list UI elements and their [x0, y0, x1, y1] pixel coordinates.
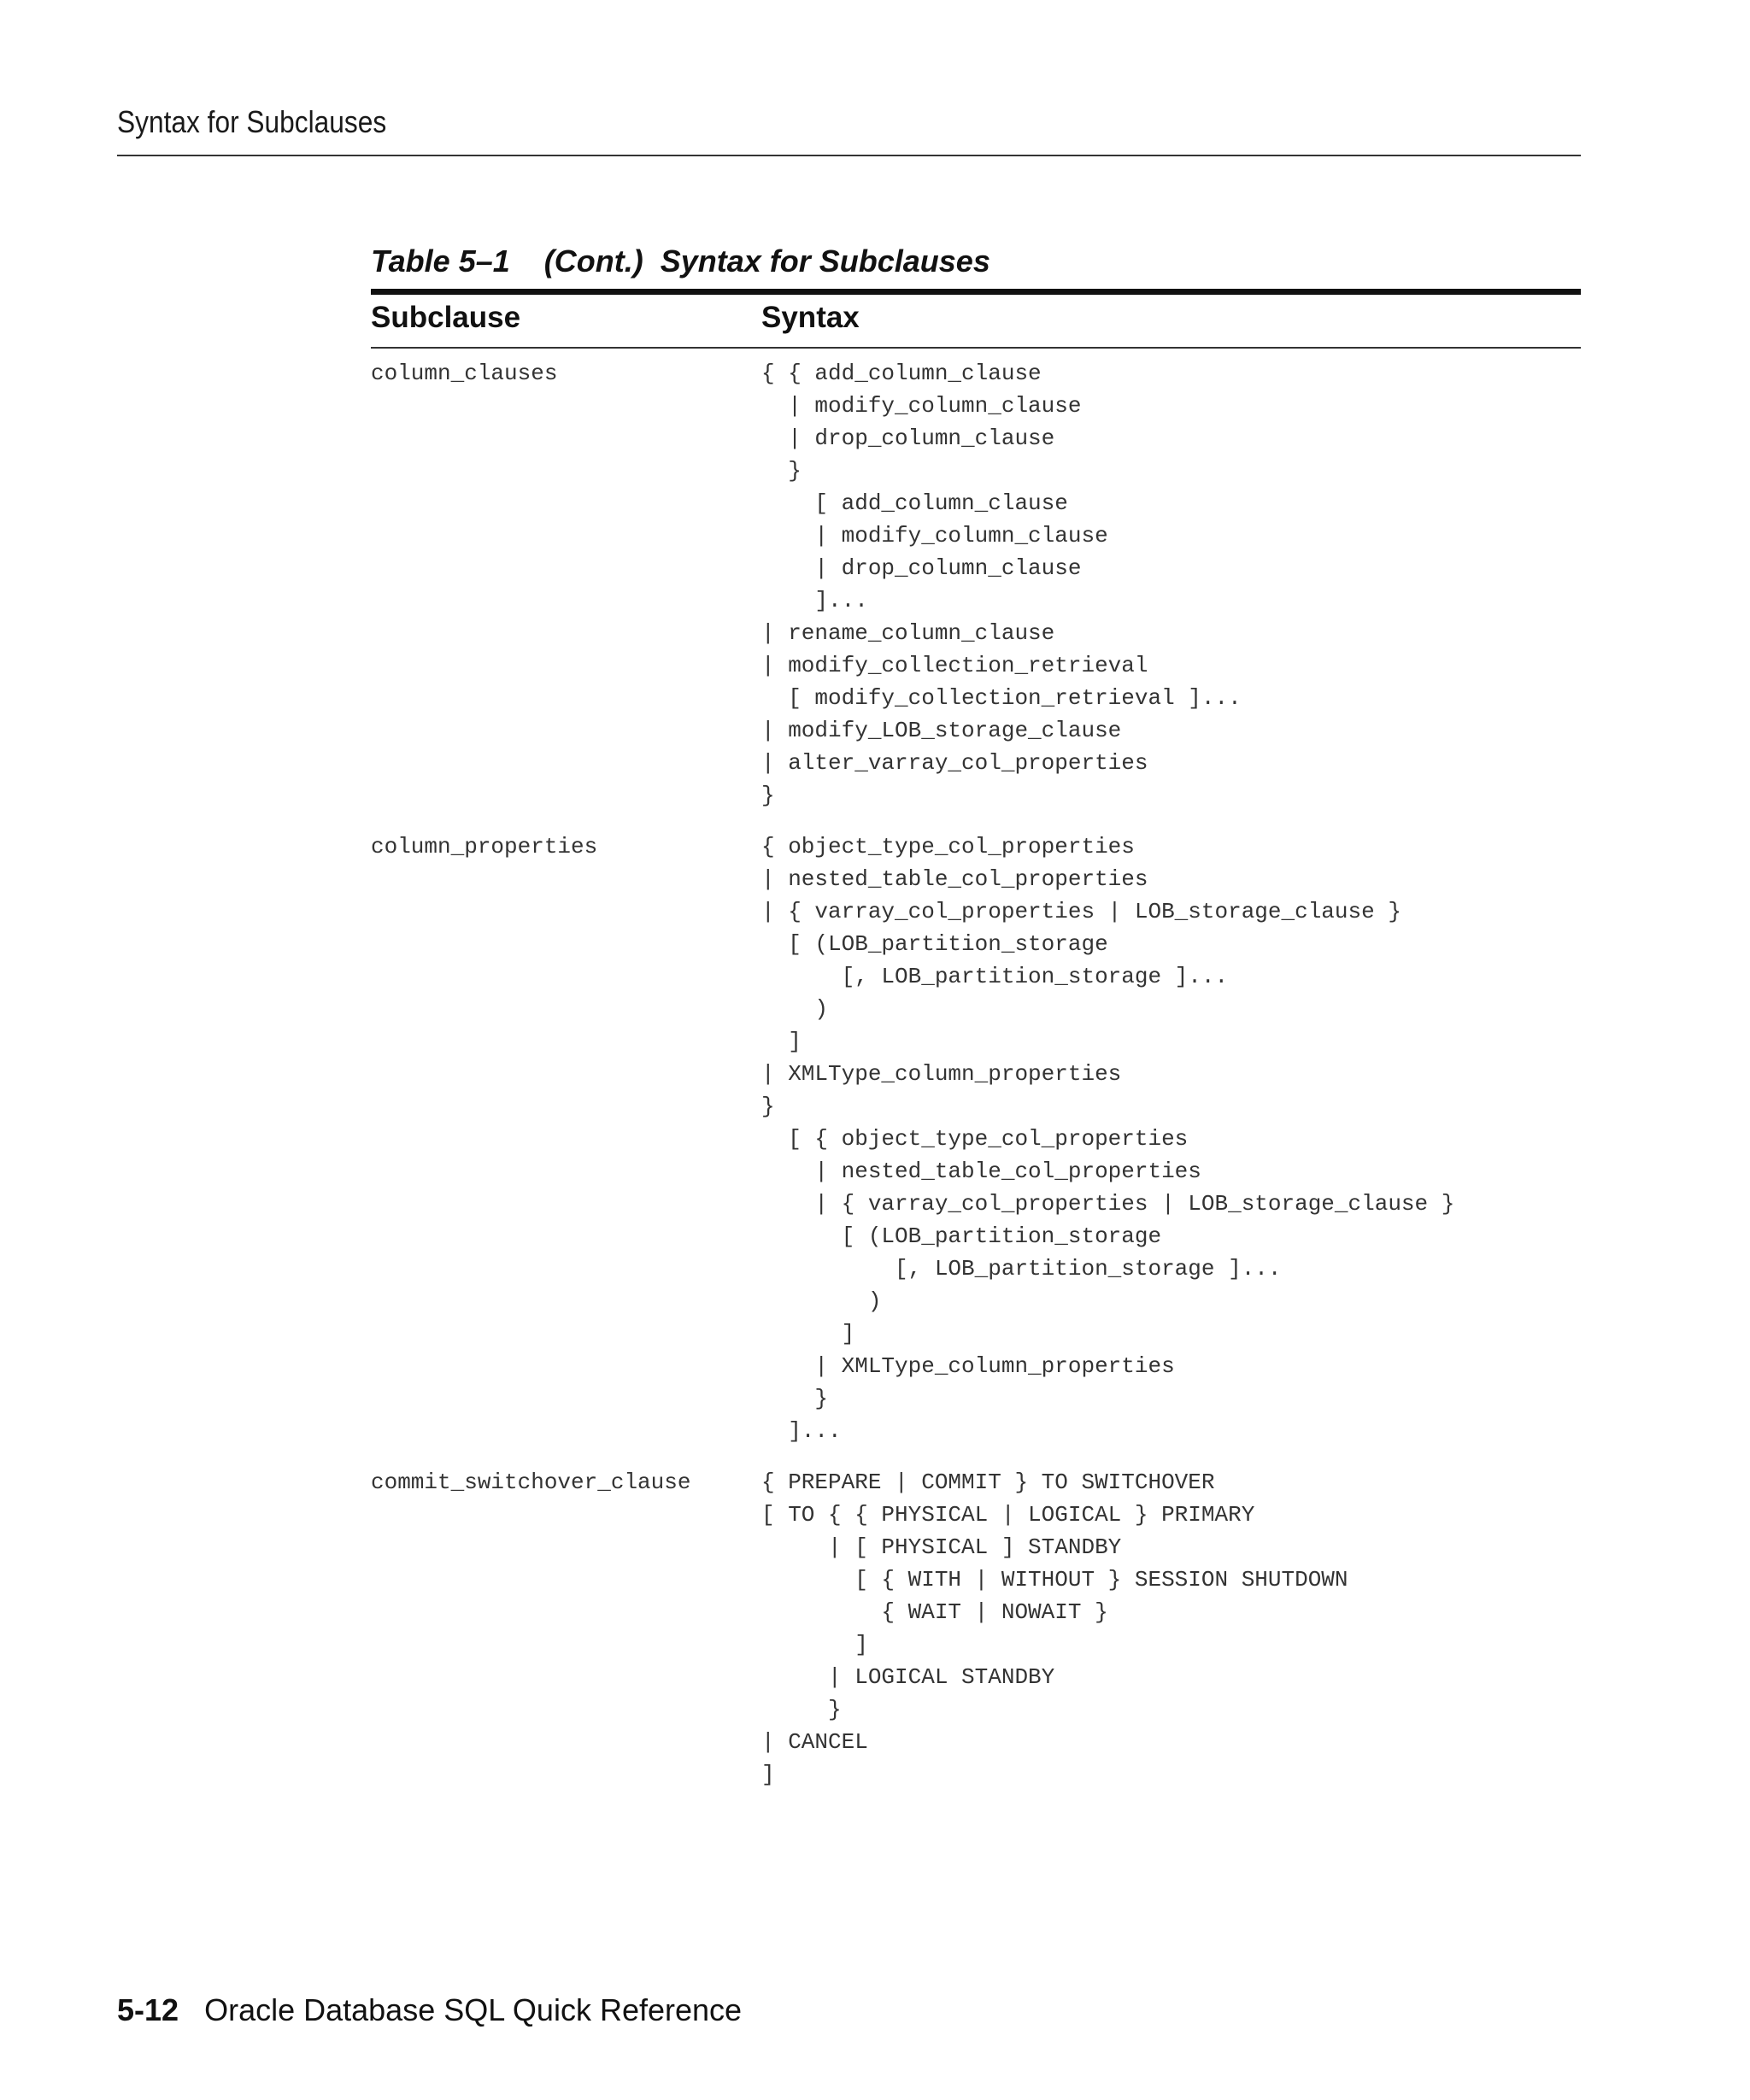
- syntax-table-body: [371, 357, 1581, 1810]
- book-title: Oracle Database SQL Quick Reference: [204, 1992, 743, 2027]
- column-header-rule: [371, 347, 1581, 349]
- page-footer: [117, 1992, 742, 2028]
- table-row: [371, 1466, 1581, 1791]
- subclause-name: column_clauses: [371, 361, 558, 386]
- syntax-code: { object_type_col_properties | nested_table_col_properties | { varray_col_properties | LOB_storage_clause } [ (LOB_partition_storage [, LOB_partition_storage ]... ) ] | XMLType_column_properties } [ { object_type_col_properties | nested_table_col_properties | { varray_col_properties | LOB_storage_clause } [ (LOB_partition_storage [, LOB_partition_storage ]... ) ] | XMLType_column_properties } ]...: [761, 834, 1455, 1444]
- syntax-code: { { add_column_clause | modify_column_clause | drop_column_clause } [ add_column_clause | modify_column_clause | drop_column_clause ]... | rename_column_clause | modify_collection_retrieval [ modify_collection_retrieval ]... | modify_LOB_storage_clause | alter_varray_col_properties }: [761, 361, 1242, 808]
- subclause-name: column_properties: [371, 834, 598, 859]
- table-caption: Table 5–1 (Cont.) Syntax for Subclauses: [371, 243, 990, 279]
- running-header: Syntax for Subclauses: [117, 104, 387, 139]
- subclause-name: commit_switchover_clause: [371, 1469, 691, 1495]
- footer-spacer: [179, 1992, 204, 2027]
- table-row: [371, 830, 1581, 1447]
- column-header-syntax: Syntax: [761, 301, 860, 334]
- syntax-code: { PREPARE | COMMIT } TO SWITCHOVER [ TO { { PHYSICAL | LOGICAL } PRIMARY | [ PHYSICAL ] STANDBY [ { WITH | WITHOUT } SESSION SHUTDOWN { WAIT | NOWAIT } ] | LOGICAL STANDBY } | CANCEL ]: [761, 1469, 1348, 1787]
- header-rule: [117, 155, 1581, 156]
- caption-rule: [371, 289, 1581, 295]
- page-number: 5-12: [117, 1992, 179, 2027]
- table-row: [371, 357, 1581, 812]
- column-header-subclause: Subclause: [371, 301, 521, 334]
